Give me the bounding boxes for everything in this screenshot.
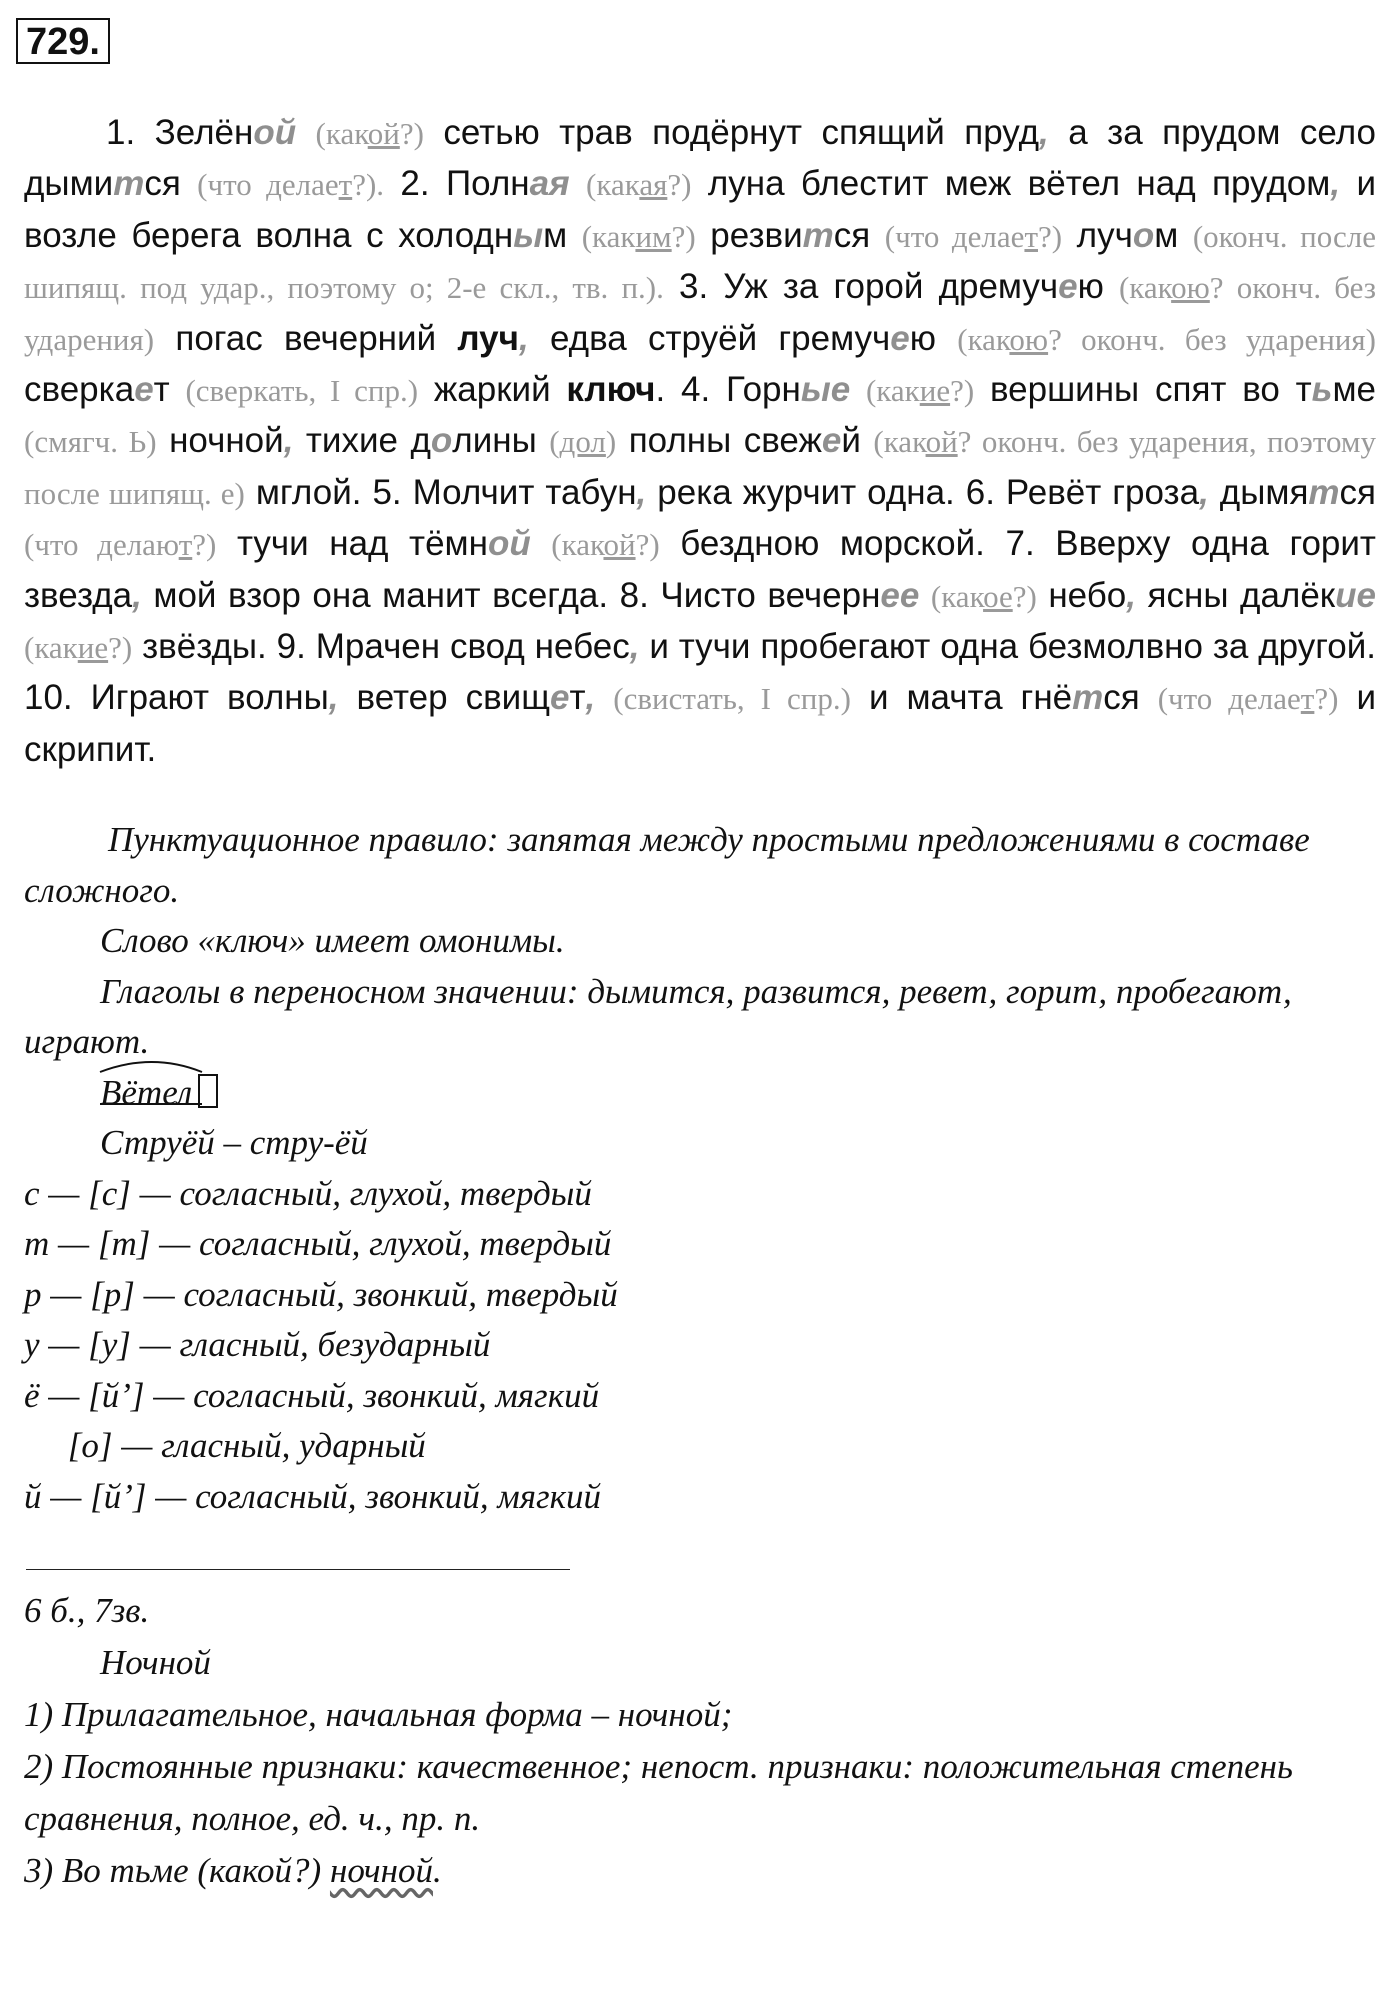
syllable-split: Струёй – стру-ёй xyxy=(100,1123,368,1162)
wavy-underlined-word: ночной xyxy=(329,1851,433,1890)
comma-mark: , xyxy=(629,627,640,667)
analysis-word: Ночной xyxy=(100,1643,211,1682)
homonyms-note: Слово «ключ» имеет омонимы. xyxy=(100,921,565,960)
bold-word: луч xyxy=(457,318,519,358)
hint: (оконч. после шипящ. под удар., поэтому о; 2-е скл., тв. п.). xyxy=(24,218,1376,306)
bold-word: ключ xyxy=(566,370,656,410)
ending-highlight: ее xyxy=(880,575,920,615)
phonetic-analysis xyxy=(24,1169,1376,1523)
ending-highlight: ая xyxy=(529,164,570,204)
text-run: сетью трав подёрнут спящий пруд xyxy=(443,113,1040,152)
hint: (какою? оконч. без ударения) xyxy=(957,321,1376,357)
analysis-item-1: 1) Прилагательное, начальная форма – ночной; xyxy=(24,1695,733,1734)
comma-mark: , xyxy=(283,421,294,461)
ending-highlight: о xyxy=(430,421,453,461)
text-run: 2. Полн xyxy=(400,164,530,204)
sound-letter-count: 6 б., 7зв. xyxy=(24,1591,150,1630)
ending-highlight: т xyxy=(1308,472,1340,512)
hint: (какие?) xyxy=(24,630,133,666)
ending-highlight: ы xyxy=(513,215,544,255)
comma-mark: , xyxy=(132,575,142,615)
hint: (какою? оконч. без ударения) xyxy=(24,270,1376,357)
ending-highlight: е xyxy=(821,421,842,461)
comma-mark: , xyxy=(636,472,647,512)
phonetic-row: т — [т] — согласный, глухой, твердый xyxy=(24,1224,612,1263)
comma-mark: , xyxy=(1039,113,1049,152)
morphological-analysis xyxy=(24,1585,1376,1897)
text-run: луна блестит меж вётел над прудом xyxy=(707,164,1331,204)
hint: (какие?) xyxy=(865,373,975,409)
hint: (каким?) xyxy=(581,218,696,254)
text-run: 1. Зелён xyxy=(106,113,254,152)
comma-mark: , xyxy=(328,678,339,718)
ending-highlight: т xyxy=(113,164,145,204)
analysis-item-2: 2) Постоянные признаки: качественное; непост. признаки: положительная степень сравнения, полное, ед. ч., пр. п. xyxy=(24,1747,1293,1838)
phonetic-row: й — [й’] — согласный, звонкий, мягкий xyxy=(24,1476,602,1516)
hint: (сверкать, I спр.) xyxy=(185,373,419,409)
divider xyxy=(26,1569,570,1570)
ending-highlight: е xyxy=(890,318,910,358)
hint: (какой?) xyxy=(551,527,660,563)
hint: (что делает?) xyxy=(1157,681,1339,717)
hint: (свистать, I спр.) xyxy=(613,681,851,717)
analysis-item-3: 3) Во тьме (какой?) ночной. xyxy=(24,1851,442,1890)
word-with-stem-arc: Вётел xyxy=(100,1068,192,1119)
hint: (что делает?). xyxy=(197,167,385,203)
hint: (что делает?) xyxy=(884,218,1063,254)
hint: (что делают?) xyxy=(24,527,217,563)
ending-highlight: ие xyxy=(1335,575,1376,615)
ending-highlight: е xyxy=(134,370,154,410)
phonetic-row: ё — [й’] — согласный, звонкий, мягкий xyxy=(24,1375,600,1415)
ending-highlight: ой xyxy=(253,113,297,152)
phonetic-row: с — [с] — согласный, глухой, твердый xyxy=(24,1173,592,1213)
ending-highlight: е xyxy=(1058,267,1078,307)
hint: (какой? оконч. без ударения, поэтому после шипящ. е) xyxy=(24,424,1376,511)
ending-highlight: ой xyxy=(487,524,531,564)
figurative-verbs-note: Глаголы в переносном значении: дымится, развится, ревет, горит, пробегают, играют. xyxy=(24,971,1292,1061)
comma-mark: , xyxy=(585,678,596,718)
hint: (смягч. Ь) xyxy=(24,424,157,460)
phonetic-row: у — [у] — гласный, безударный xyxy=(24,1325,491,1364)
comma-mark: , xyxy=(1199,472,1209,512)
notes-section xyxy=(24,815,1376,1522)
exercise-number: 729. xyxy=(16,18,110,64)
text-run: а за прудом село дыми xyxy=(24,113,1376,204)
hint: (какая?) xyxy=(586,167,692,203)
hint: (какой?) xyxy=(315,116,424,151)
hint: (какое?) xyxy=(930,578,1037,614)
phonetic-row: [о] — гласный, ударный xyxy=(24,1426,426,1465)
phonetic-row: р — [р] — согласный, звонкий, твердый xyxy=(24,1274,618,1314)
ending-highlight: о xyxy=(1132,215,1155,255)
comma-mark: , xyxy=(518,318,529,358)
ending-highlight: ые xyxy=(800,370,851,410)
hint: (дол) xyxy=(549,424,617,460)
comma-mark: , xyxy=(1330,164,1341,204)
stem-analysis xyxy=(24,1068,1376,1119)
punctuation-rule: Пунктуационное правило: запятая между простыми предложениями в составе сложного. xyxy=(24,820,1310,910)
ending-highlight: т xyxy=(1072,678,1104,718)
comma-mark: , xyxy=(1126,575,1136,615)
ending-highlight: ь xyxy=(1311,370,1333,410)
stem-arc-icon xyxy=(96,1058,208,1110)
ending-highlight: е xyxy=(550,678,570,718)
exercise-text: 1. Зелёной (какой?) сетью трав подёрнут спящий пруд, а за прудом село дымится (что делает?). 2. Полная (какая?) луна блестит меж вётел над прудом, и возле берега волна с холодным (каким?) резвится (что делает?) лучом (оконч. после шипящ. под удар., поэтому о; 2-е скл., тв. п.). 3. Уж за горой дремучею (какою? оконч. без ударения) погас вечерний луч, едва струёй гремучею (какою? оконч. без ударения) сверкает (сверкать, I спр.) жаркий ключ. 4. Горные (какие?) вершины спят во тьме (смягч. Ь) ночной, тихие долины (дол) полны свежей (какой? оконч. без ударения, поэтому после шипящ. е) мглой. 5. Молчит табун, река журчит одна. 6. Ревёт гроза, дымятся (что делают?) тучи над тёмной (какой?) бездною морской. 7. Вверху одна горит звезда, мой взор она манит всегда. 8. Чисто вечернее (какое?) небо, ясны далёкие (какие?) звёзды. 9. Мрачен свод небес, и тучи пробегают одна безмолвно за другой. 10. Играют волны, ветер свищет, (свистать, I спр.) и мачта гнётся (что делает?) и скрипит. xyxy=(24,113,1377,769)
text-run: и возле берега волна с холодн xyxy=(24,164,1376,255)
ending-highlight: т xyxy=(802,215,834,255)
